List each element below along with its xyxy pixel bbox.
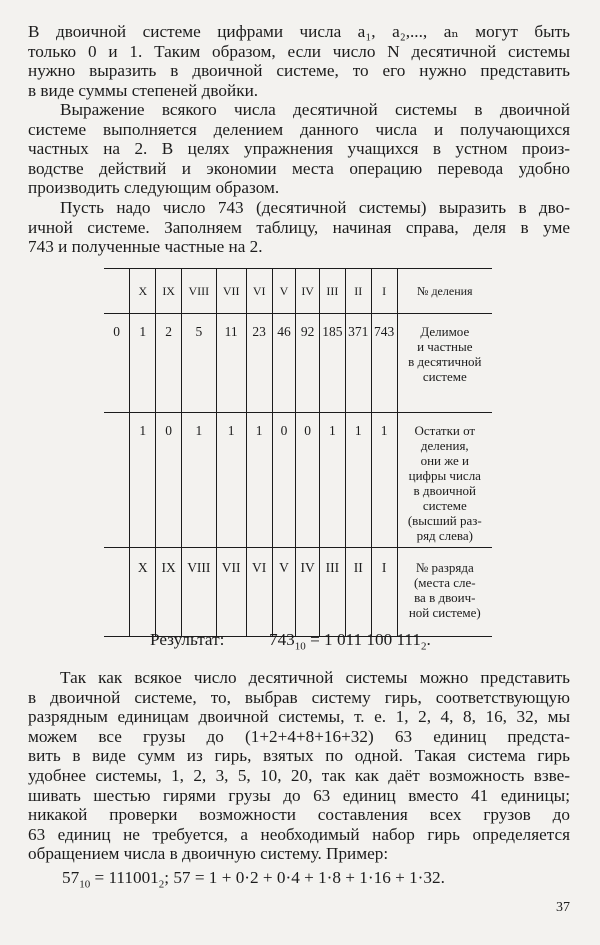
- desc-line: ва в двоич-: [414, 590, 476, 605]
- table-header-row: [104, 269, 492, 314]
- desc-line: Остатки от: [414, 423, 476, 438]
- text-line: в двоичной системе, то, выбрав систему гирь, соответствующую: [28, 687, 570, 707]
- table-cell: 1: [216, 413, 246, 548]
- table-cell: VI: [246, 548, 272, 637]
- table-row-dividends: [104, 314, 492, 413]
- desc-line: (высший раз-: [407, 513, 482, 528]
- table-cell: V: [272, 548, 296, 637]
- header-cell: VIII: [182, 269, 216, 314]
- header-cell: V: [272, 269, 296, 314]
- formula-rest: ; 57 = 1 + 0·2 + 0·4 + 1·8 + 1·16 + 1·32.: [164, 868, 445, 887]
- text-line: шивать шестью гирями грузы до 63 единиц вместо 41 единицы;: [28, 785, 570, 805]
- text-line: ичной системе. Заполняем таблицу, начиная справа, деля в уме: [28, 217, 570, 237]
- table-cell: 46: [272, 314, 296, 413]
- formula-b: = 111001: [94, 868, 159, 887]
- desc-line: (места сле-: [413, 575, 476, 590]
- table-cell: 0: [296, 413, 320, 548]
- table-cell: 371: [345, 314, 371, 413]
- desc-line: цифры числа: [408, 468, 481, 483]
- result-lhs-base: 10: [294, 640, 306, 653]
- table-cell: 1: [320, 413, 346, 548]
- table-cell: 185: [320, 314, 346, 413]
- table-cell: 1: [345, 413, 371, 548]
- text-line: вить в виде сумм из гирь, взятых по одной. Такая система гирь: [28, 746, 570, 766]
- table-row-remainders: [104, 413, 492, 548]
- text-line: удобнее системы, 1, 2, 3, 5, 10, 20, так как даёт возможность взве-: [28, 765, 570, 785]
- text-line: В двоичной системе цифрами числа a₁, a₂,..., aₙ могут быть: [28, 22, 570, 41]
- header-cell: IV: [296, 269, 320, 314]
- text-line: можем все грузы до (1+2+4+8+16+32) 63 единиц предста-: [28, 726, 570, 746]
- text-line: Выражение всякого числа десятичной системы в двоичной: [60, 100, 570, 119]
- table-cell: [104, 548, 130, 637]
- desc-line: они же и: [420, 453, 470, 468]
- text-line: никакой проверки возможности составления всех грузов до: [28, 805, 570, 825]
- header-cell: IX: [156, 269, 182, 314]
- text-line: 63 единиц не требуется, а необходимый набор гирь определяется: [28, 824, 570, 844]
- table-cell: 5: [182, 314, 216, 413]
- text-line: системе выполняется делением данного числа и получающихся: [28, 119, 570, 139]
- table-cell: X: [130, 548, 156, 637]
- desc-line: ной системе): [408, 605, 481, 620]
- table-cell: VIII: [182, 548, 216, 637]
- paragraph-example-743: [28, 198, 570, 257]
- row-description: [397, 314, 492, 413]
- table-cell: 1: [130, 413, 156, 548]
- paragraph-conversion-method: [28, 100, 570, 198]
- table-cell: 0: [272, 413, 296, 548]
- table-cell: 1: [130, 314, 156, 413]
- row-description: [397, 548, 492, 637]
- table-cell: 0: [156, 413, 182, 548]
- formula-a-base: 10: [79, 878, 91, 891]
- table-row-digit-positions: [104, 548, 492, 637]
- header-cell: II: [345, 269, 371, 314]
- text-line: Пусть надо число 743 (десятичной системы) выразить в дво-: [60, 198, 570, 217]
- table-cell: III: [320, 548, 346, 637]
- desc-line: ряд слева): [416, 528, 473, 543]
- desc-line: в десятичной: [408, 354, 482, 369]
- table-cell: 0: [104, 314, 130, 413]
- result-line: Результат: $743_{10} = 1$ 011 100 $111_2$.: [150, 630, 431, 653]
- header-cell: VI: [246, 269, 272, 314]
- table-cell: IV: [296, 548, 320, 637]
- table-cell: 23: [246, 314, 272, 413]
- formula-b-base: 2: [158, 878, 165, 891]
- text-line: нужно выразить в двоичной системе, то его нужно представить: [28, 61, 570, 81]
- result-lhs: 743: [268, 630, 295, 649]
- text-line: обращением числа в двоичную систему. Пример:: [28, 844, 389, 864]
- desc-line: системе: [422, 369, 467, 384]
- table-cell: 1: [371, 413, 397, 548]
- text-line: производить следующим образом.: [28, 178, 280, 198]
- result-label: Результат:: [150, 630, 225, 649]
- row-description: [397, 413, 492, 548]
- page-number: 37: [556, 900, 570, 915]
- header-cell: X: [130, 269, 156, 314]
- header-cell: VII: [216, 269, 246, 314]
- paragraph-binary-digits: [28, 22, 570, 100]
- desc-line: и частные: [417, 339, 473, 354]
- text-line: разрядным единицам двоичной системы, т. е. 1, 2, 4, 8, 16, 32, мы: [28, 707, 570, 727]
- binary-conversion-table: [104, 268, 492, 637]
- header-cell: I: [371, 269, 397, 314]
- table-cell: II: [345, 548, 371, 637]
- text-line: в виде суммы степеней двойки.: [28, 80, 259, 100]
- table-cell: VII: [216, 548, 246, 637]
- table-cell: 2: [156, 314, 182, 413]
- table-cell: I: [371, 548, 397, 637]
- desc-line: № разряда: [415, 560, 474, 575]
- table-cell: 92: [296, 314, 320, 413]
- table-cell: 11: [216, 314, 246, 413]
- header-cell: III: [320, 269, 346, 314]
- header-cell: № деления: [397, 269, 492, 314]
- result-rhs: = 1 011 100 111: [310, 630, 421, 649]
- desc-line: деления,: [420, 438, 469, 453]
- paragraph-weights: [28, 668, 570, 864]
- text-line: Так как всякое число десятичной системы можно представить: [60, 668, 570, 687]
- text-line: только 0 и 1. Таким образом, если число N десятичной системы: [28, 41, 570, 61]
- table-cell: 1: [246, 413, 272, 548]
- table-cell: IX: [156, 548, 182, 637]
- result-rhs-base: 2: [420, 640, 427, 653]
- desc-line: системе: [422, 498, 467, 513]
- desc-line: в двоичной: [413, 483, 477, 498]
- example-formula: [62, 868, 445, 890]
- formula-a: 57: [62, 868, 80, 887]
- header-cell: [104, 269, 130, 314]
- text-line: частных на 2. В целях упражнения учащихся в устном произ-: [28, 139, 570, 159]
- table-cell: [104, 413, 130, 548]
- table-cell: 743: [371, 314, 397, 413]
- text-line: 743 и полученные частные на 2.: [28, 237, 263, 257]
- desc-line: Делимое: [420, 324, 470, 339]
- text-line: водстве действий и экономии места операцию перевода удобно: [28, 158, 570, 178]
- table-cell: 1: [182, 413, 216, 548]
